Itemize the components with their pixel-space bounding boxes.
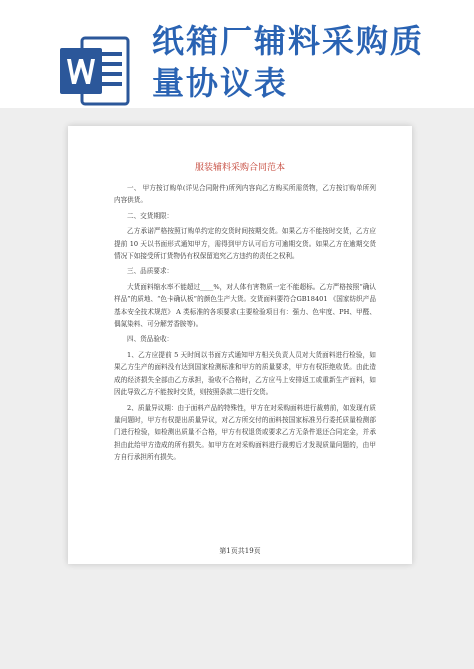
page-number: 第1页共19页 [219,547,261,555]
document-title: 服装辅料采购合同范本 [194,163,285,173]
word-document-icon [58,34,132,108]
heading-quality-requirements: 三、品质要求： [127,267,174,276]
document-page [68,126,412,564]
document-body [114,182,376,467]
heading-delivery-deadline: 二、交货期限： [127,211,174,220]
heading-goods-inspection: 四、货品验收： [127,335,174,344]
banner-title-line-2: 量协议表 [152,64,289,102]
paragraph-delivery-terms: 乙方承诺严格按照订购单约定的交货时间按期交货。如果乙方不能按时交货，乙方应提前 10 天以书面形式通知甲方，需得到甲方认可后方可逾期交货。如果乙方在逾期交货情况下如接受所订货物仍有权保留追究乙方违约的责任之权利。 [114,227,376,261]
paragraph-inspection-2: 2、质量异议期：由于面料产品的特殊性，甲方在对采购面料进行裁剪前，如发现有质量问题时，甲方有权提出质量异议，对乙方所交付的面料按国家标准另行委托质量检测部门进行检验，如检测出质量不合格，甲方有权退货或要求乙方无条件退还合同定金，并承担由此给甲方造成的所有损失。如甲方在对采购面料进行裁剪后才发现质量问题的，由甲方自行承担所有损失。 [114,403,376,462]
banner [0,0,474,108]
paragraph-quality-terms: 大货面料缩水率不能超过____%，对人体有害物质一定不能超标。乙方严格按照“确认样品”的质地、“色卡确认板”的颜色生产大货。交货面料要符合GB18401 《国家纺织产品基本安全技术规范》 A 类标准的各项要求(主要检验项目有：强力、色牢度、PH、甲醛、偶氮染料、可分解芳香胺等)。 [114,282,376,329]
paragraph-inspection-1: 1、乙方应提前 5 天时间以书面方式通知甲方相关负责人员对大货面料进行检验，如果乙方生产的面料没有达到国家检测标准和甲方的质量要求，甲方有权拒绝收货。由此造成的经济损失全部由乙方承担，验收不合格时，乙方应马上安排返工或重新生产面料，如因此导致乙方不能按时交货，则按照条款二进行交货。 [114,350,376,397]
paragraph-clause-1: 一、 甲方按订购单(详见合同附件)所列内容向乙方购买所需货物，乙方按订购单所列内容供货。 [114,184,376,205]
banner-title-line-1: 纸箱厂辅料采购质 [152,22,425,60]
